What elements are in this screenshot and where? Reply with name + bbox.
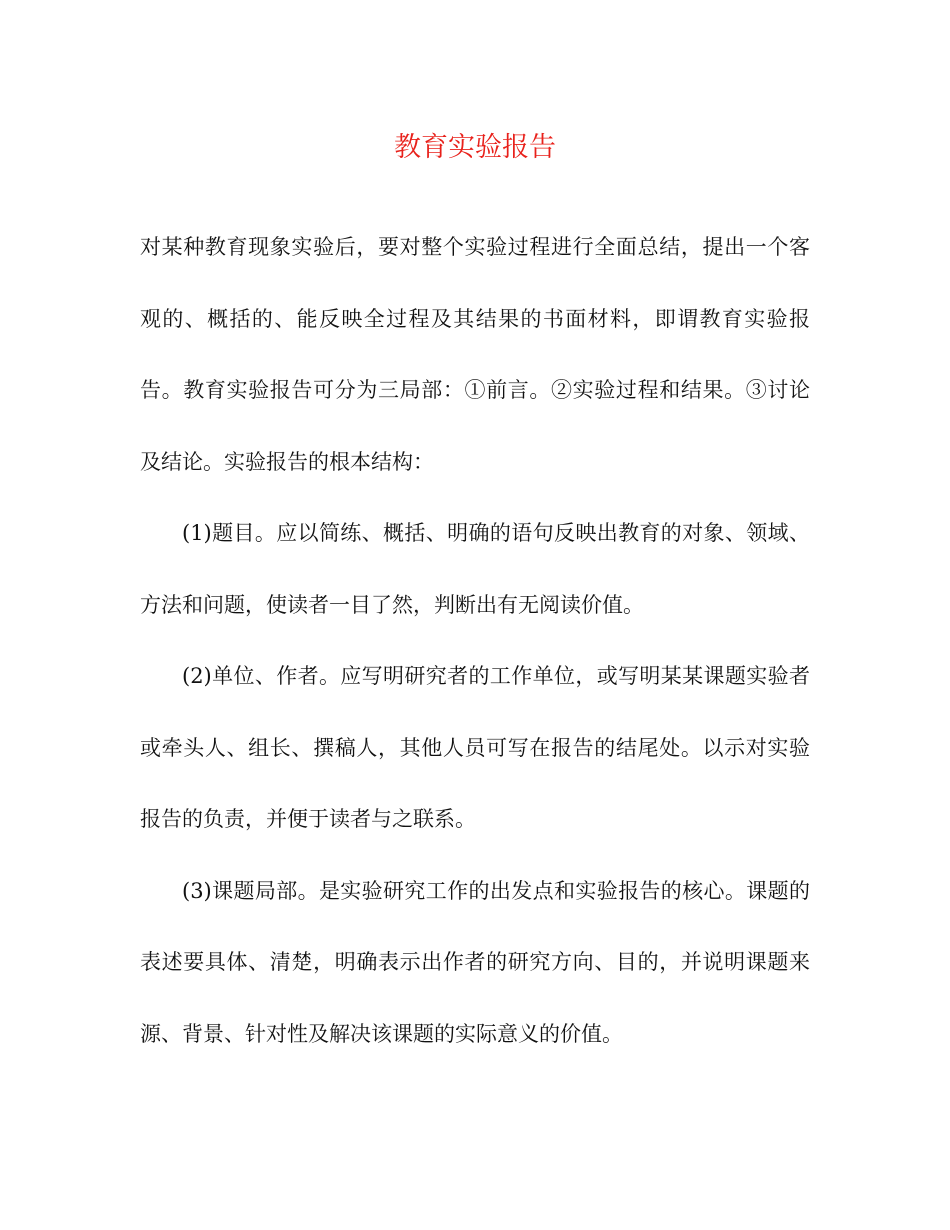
section-title-paragraph: (1)题目。应以简练、概括、明确的语句反映出教育的对象、领域、方法和问题，使读者一目了然，判断出有无阅读价值。 (140, 521, 810, 617)
section-topic-paragraph: (3)课题局部。是实验研究工作的出发点和实验报告的核心。课题的表述要具体、清楚，明确表示出作者的研究方向、目的，并说明课题来源、背景、针对性及解决该课题的实际意义的价值。 (140, 878, 810, 1046)
document-title: 教育实验报告 (394, 132, 556, 163)
section-author-paragraph: (2)单位、作者。应写明研究者的工作单位，或写明某某课题实验者或牵头人、组长、撰稿人，其他人员可写在报告的结尾处。以示对实验报告的负责，并便于读者与之联系。 (140, 664, 810, 831)
intro-paragraph: 对某种教育现象实验后，要对整个实验过程进行全面总结，提出一个客观的、概括的、能反映全过程及其结果的书面材料，即谓教育实验报告。教育实验报告可分为三局部：①前言。②实验过程和结果。③讨论及结论。实验报告的根本结构： (140, 235, 810, 474)
document-body (140, 212, 810, 1070)
